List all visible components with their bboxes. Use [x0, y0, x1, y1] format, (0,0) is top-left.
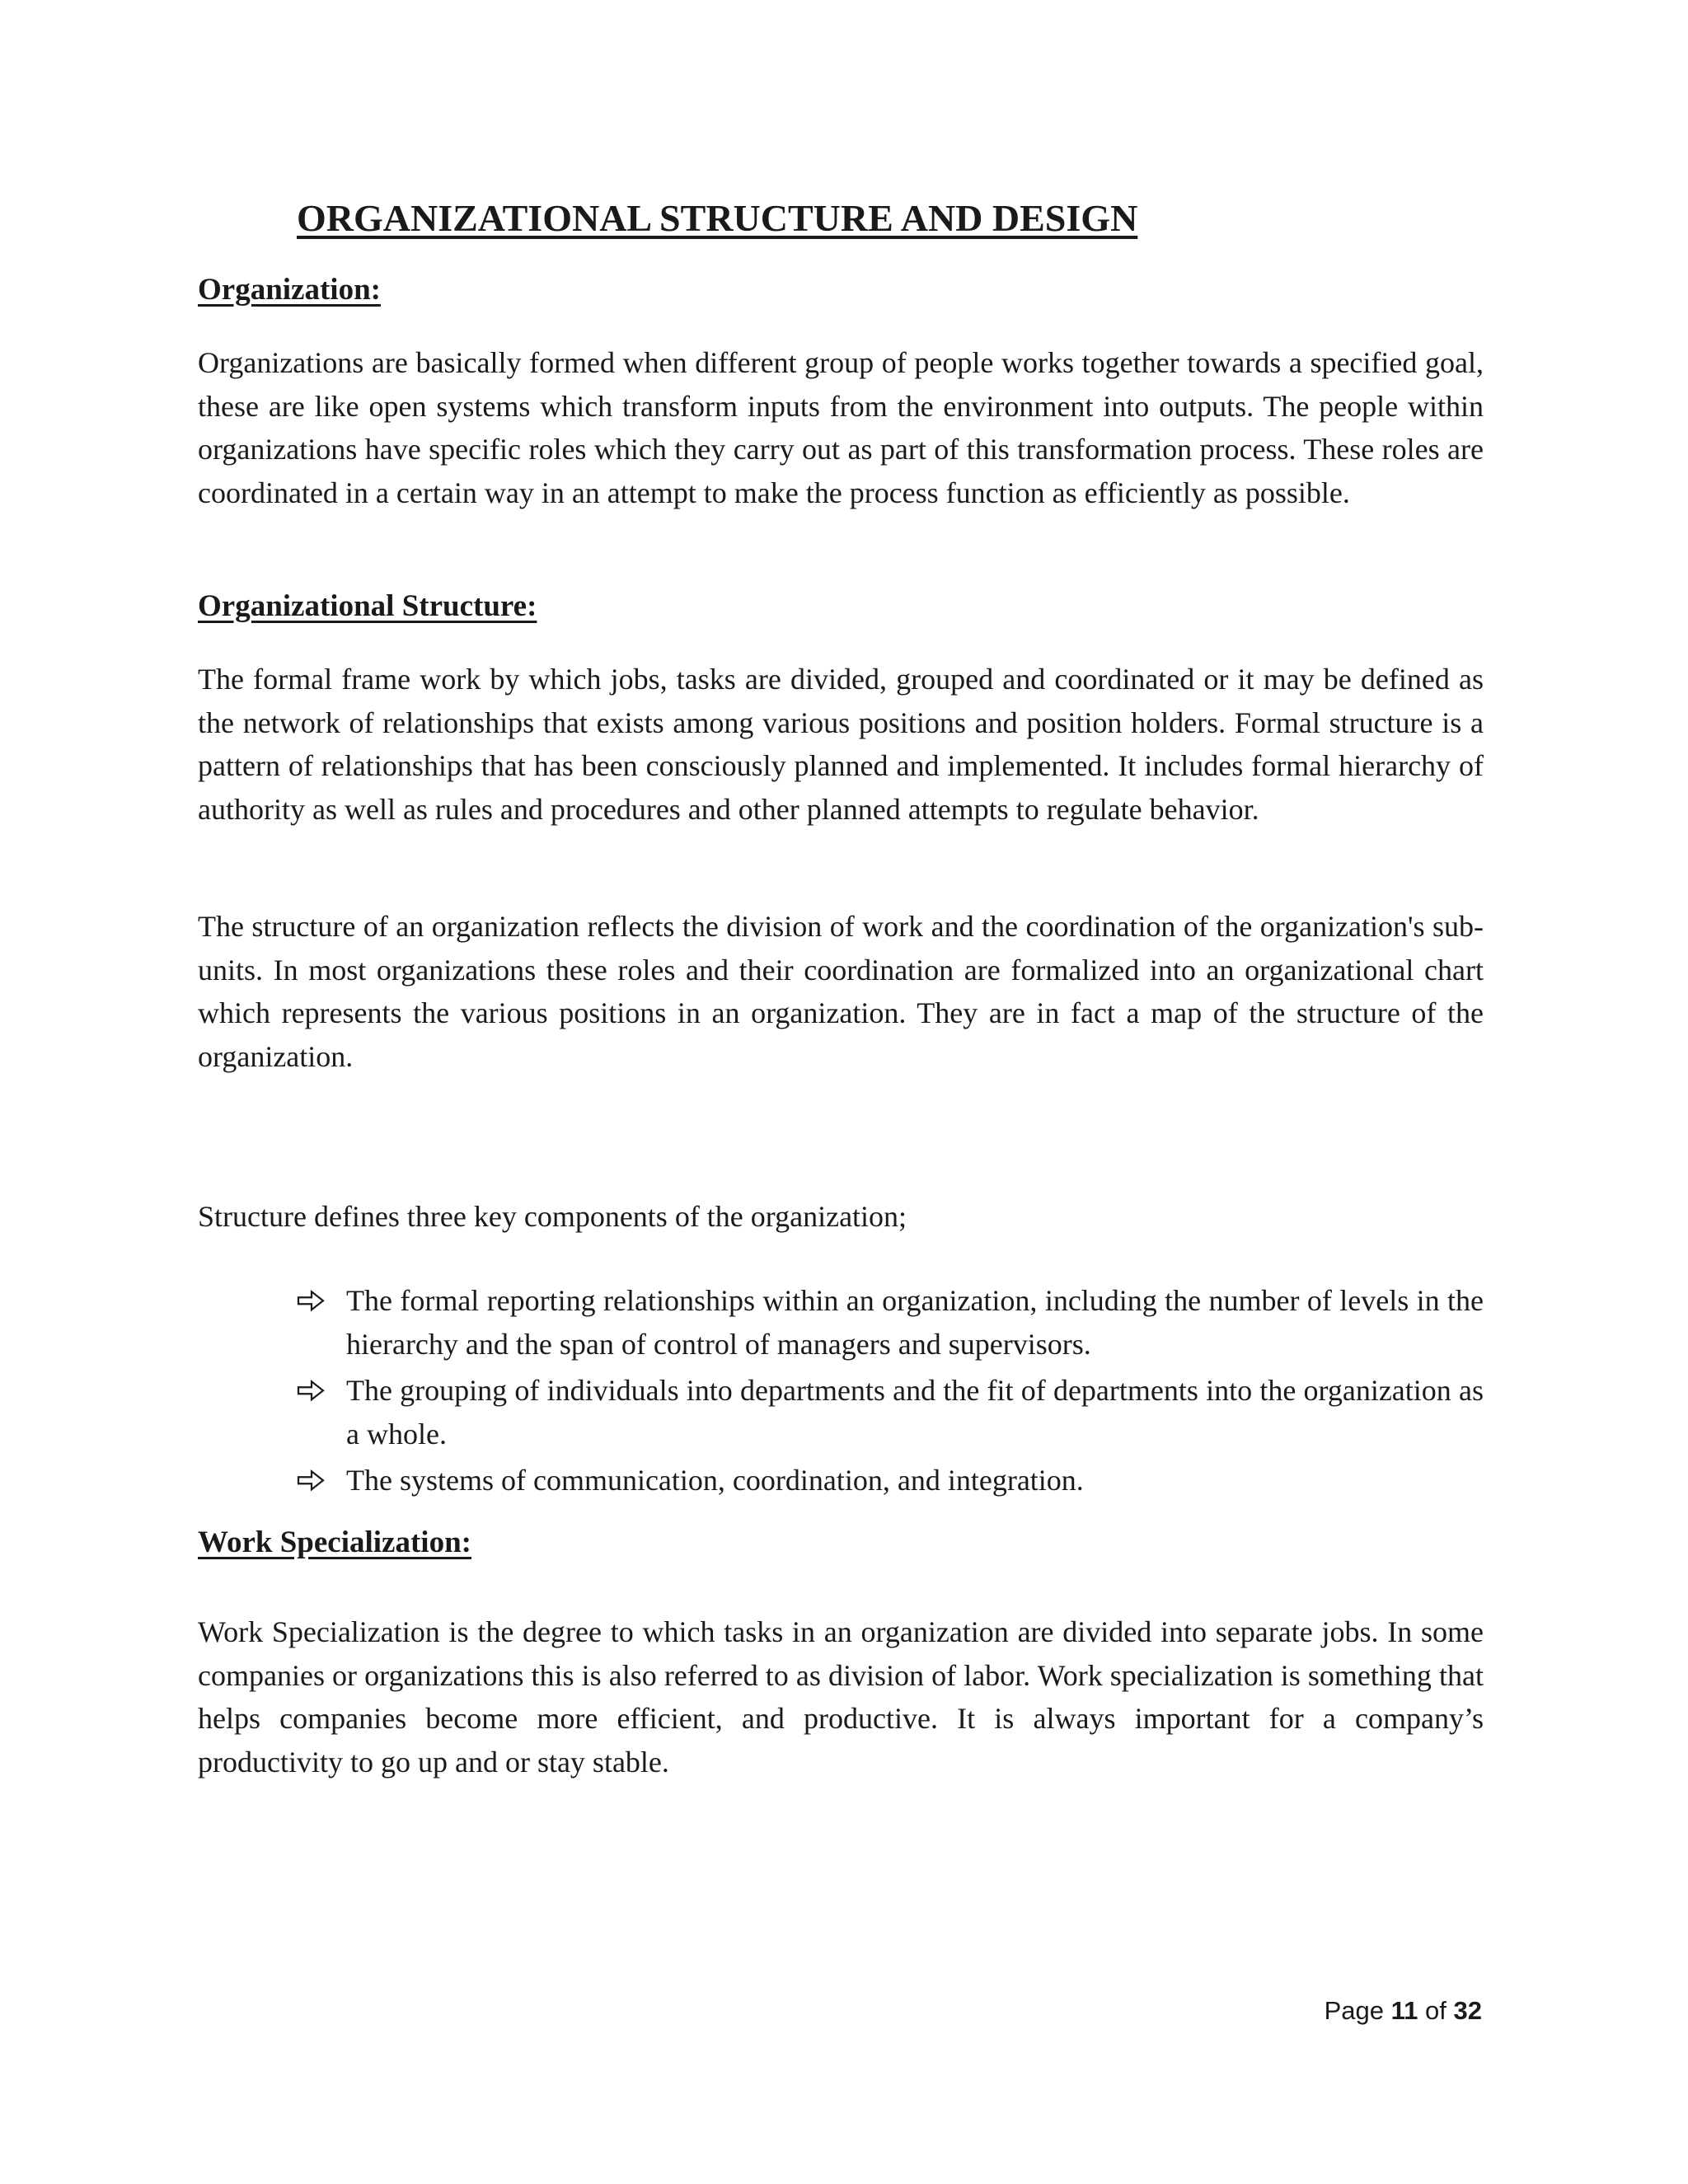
outline-right-arrow-icon	[295, 1459, 328, 1502]
list-item-text: The systems of communication, coordination, and integration.	[346, 1464, 1084, 1497]
list-item	[295, 1369, 1484, 1455]
paragraph-organization-definition: Organizations are basically formed when different group of people works together towards a specified goal, these are like open systems which transform inputs from the environment into outputs. The people within organizations have specific roles which they carry out as part of this transformation process. These roles are coordinated in a certain way in an attempt to make the process function as efficiently as possible.	[198, 346, 1484, 509]
total-pages-number: 32	[1453, 1996, 1482, 2025]
page-label: Page	[1324, 1996, 1384, 2025]
current-page-number: 11	[1390, 1996, 1418, 2025]
paragraph-structure-definition: The formal frame work by which jobs, tasks are divided, grouped and coordinated or it may be defined as the network of relationships that exists among various positions and position holders. Formal structure is a pattern of relationships that has been consciously planned and implemented. It includes formal hierarchy of authority as well as rules and procedures and other planned attempts to regulate behavior.	[198, 663, 1484, 826]
outline-right-arrow-icon	[295, 1279, 328, 1323]
section-heading-organization: Organization:	[198, 273, 381, 307]
page-number-footer	[1325, 1996, 1482, 2026]
list-intro: Structure defines three key components of the organization;	[198, 1200, 907, 1233]
paragraph-structure-reflects: The structure of an organization reflects the division of work and the coordination of the organization's sub-units. In most organizations these roles and their coordination are formalized into an organizational chart which represents the various positions in an organization. They are in fact a map of the structure of the organization.	[198, 910, 1484, 1073]
list-item	[295, 1279, 1484, 1366]
section-heading-work-specialization: Work Specialization:	[198, 1526, 471, 1559]
list-item-text: The grouping of individuals into departments and the fit of departments into the organization as a whole.	[346, 1374, 1484, 1451]
page-title: ORGANIZATIONAL STRUCTURE AND DESIGN	[297, 197, 1138, 239]
outline-right-arrow-icon	[295, 1369, 328, 1413]
list-item	[295, 1459, 1484, 1502]
of-label: of	[1425, 1996, 1447, 2025]
paragraph-work-specialization: Work Specialization is the degree to which tasks in an organization are divided into separate jobs. In some companies or organizations this is also referred to as division of labor. Work specialization is something that helps companies become more efficient, and productive. It is always important for a company’s productivity to go up and or stay stable.	[198, 1615, 1484, 1779]
section-heading-organizational-structure: Organizational Structure:	[198, 589, 537, 623]
components-list	[295, 1279, 1484, 1502]
list-item-text: The formal reporting relationships within an organization, including the number of levels in the hierarchy and the span of control of managers and supervisors.	[346, 1284, 1484, 1361]
